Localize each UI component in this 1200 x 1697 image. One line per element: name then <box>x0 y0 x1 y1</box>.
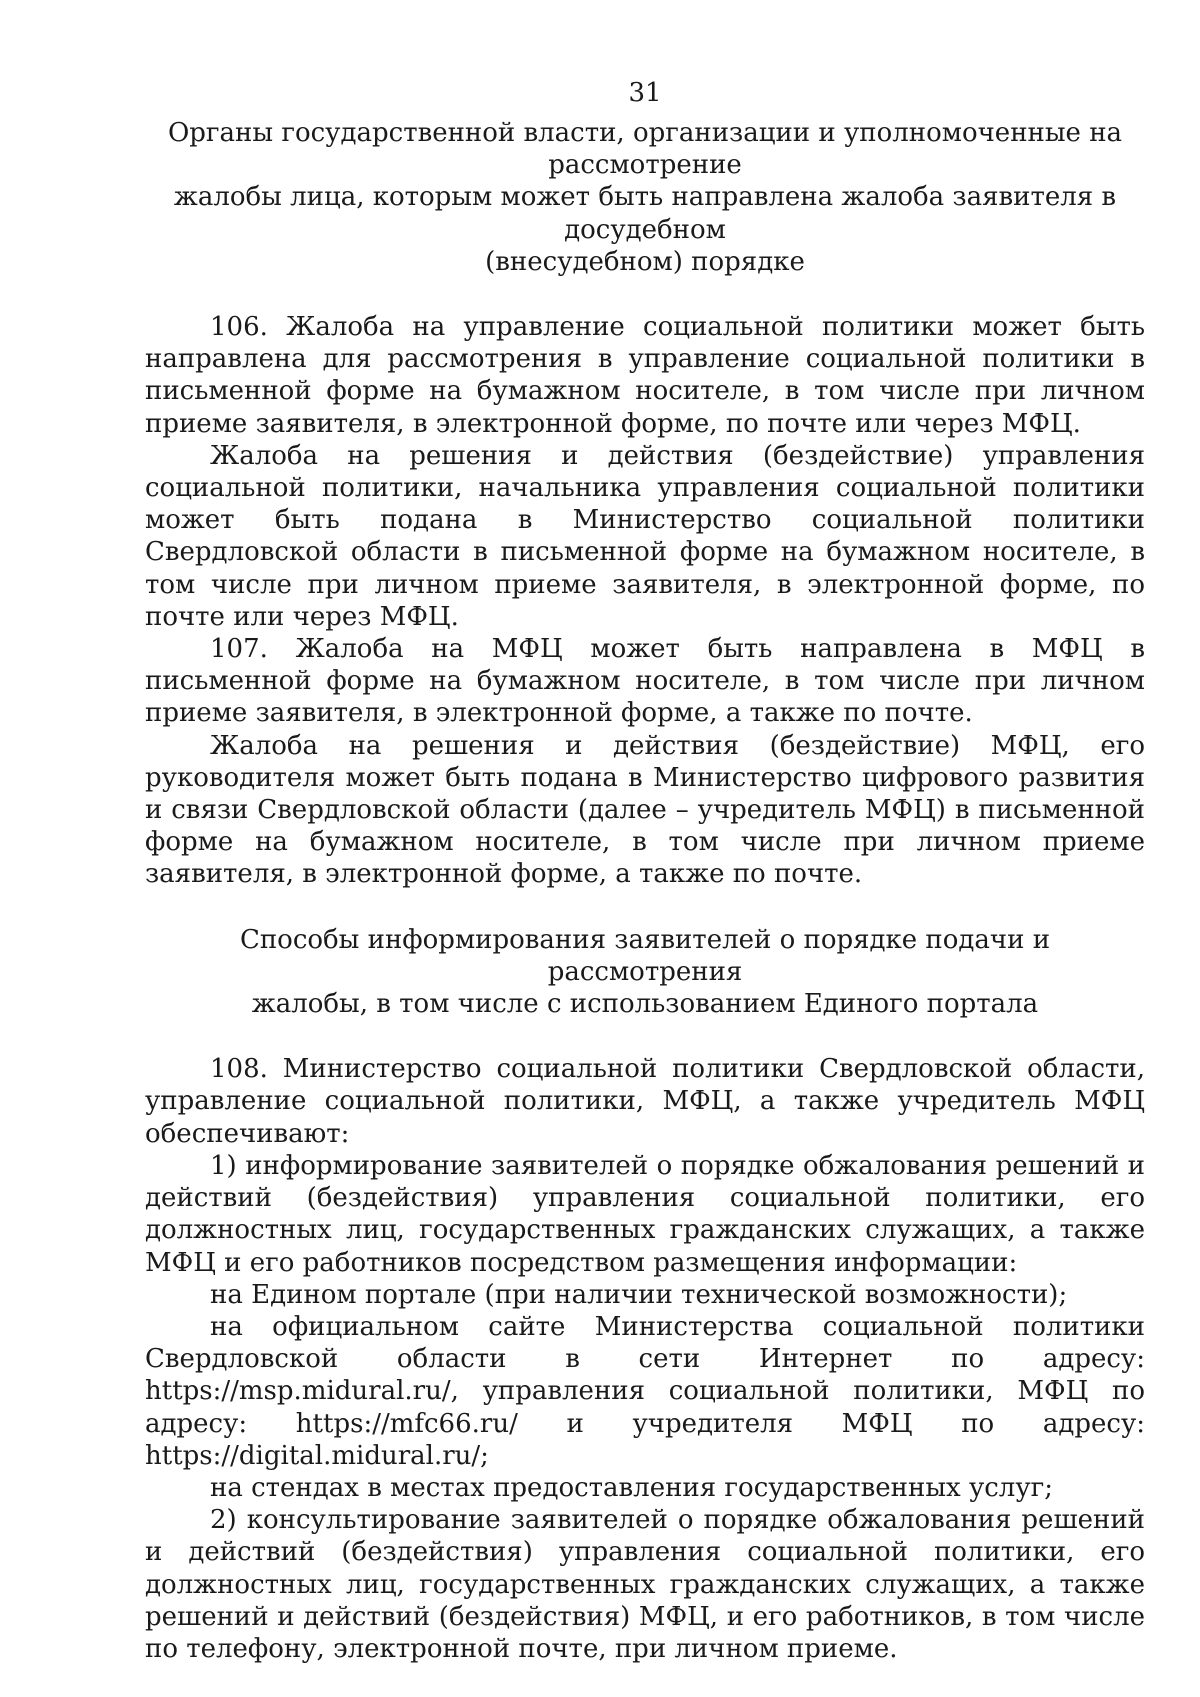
heading-line: жалобы лица, которым может быть направлена жалоба заявителя в досудебном <box>173 182 1117 245</box>
section-heading-complaint-bodies <box>145 117 1145 278</box>
paragraph-107: 107. Жалоба на МФЦ может быть направлена в МФЦ в письменной форме на бумажном носителе, в том числе при личном приеме заявителя, в электронной форме, а также по почте. <box>145 634 1145 729</box>
paragraph-108: 108. Министерство социальной политики Свердловской области, управление социальной политики, МФЦ, а также учредитель МФЦ обеспечивают: <box>145 1054 1145 1149</box>
paragraph-108-stands: на стендах в местах предоставления государственных услуг; <box>210 1472 1054 1503</box>
paragraph-108-item-1: 1) информирование заявителей о порядке обжалования решений и действий (бездействия) управления социальной политики, его должностных лиц, государственных гражданских служащих, а также МФЦ и его работников посредством размещения информации: <box>145 1150 1145 1278</box>
page-number: 31 <box>628 78 662 108</box>
paragraph-108-official-site: на официальном сайте Министерства социальной политики Свердловской области в сети Интернет по адресу: https://msp.midural.ru/, управления социальной политики, МФЦ по адресу: https://mfc66.ru/ и учредителя МФЦ по адресу: https://digital.midural.ru/; <box>145 1311 1145 1471</box>
paragraph-108-single-portal: на Едином портале (при наличии технической возможности); <box>210 1279 1068 1310</box>
heading-line: Органы государственной власти, организации и уполномоченные на рассмотрение <box>167 118 1123 181</box>
heading-line: (внесудебном) порядке <box>485 246 805 277</box>
section-heading-informing-methods <box>145 924 1145 1021</box>
paragraph-106-complaint-ministry: Жалоба на решения и действия (бездействие) управления социальной политики, начальника управления социальной политики может быть подана в Министерство социальной политики Свердловской области в письменной форме на бумажном носителе, в том числе при личном приеме заявителя, в электронной форме, по почте или через МФЦ. <box>145 440 1145 632</box>
paragraph-108-item-2: 2) консультирование заявителей о порядке обжалования решений и действий (бездействия) управления социальной политики, его должностных лиц, государственных гражданских служащих, а также решений и действий (бездействия) МФЦ, и его работников, в том числе по телефону, электронной почте, при личном приеме. <box>145 1505 1145 1664</box>
heading-line: жалобы, в том числе с использованием Единого портала <box>251 989 1039 1020</box>
document-body <box>145 117 1145 1665</box>
heading-line: Способы информирования заявителей о порядке подачи и рассмотрения <box>239 924 1051 987</box>
paragraph-106: 106. Жалоба на управление социальной политики может быть направлена для рассмотрения в управление социальной политики в письменной форме на бумажном носителе, в том числе при личном приеме заявителя, в электронной форме, по почте или через МФЦ. <box>145 312 1145 439</box>
paragraph-107-complaint-founder: Жалоба на решения и действия (бездействие) МФЦ, его руководителя может быть подана в Министерство цифрового развития и связи Свердловской области (далее – учредитель МФЦ) в письменной форме на бумажном носителе, в том числе при личном приеме заявителя, в электронной форме, а также по почте. <box>145 730 1145 890</box>
